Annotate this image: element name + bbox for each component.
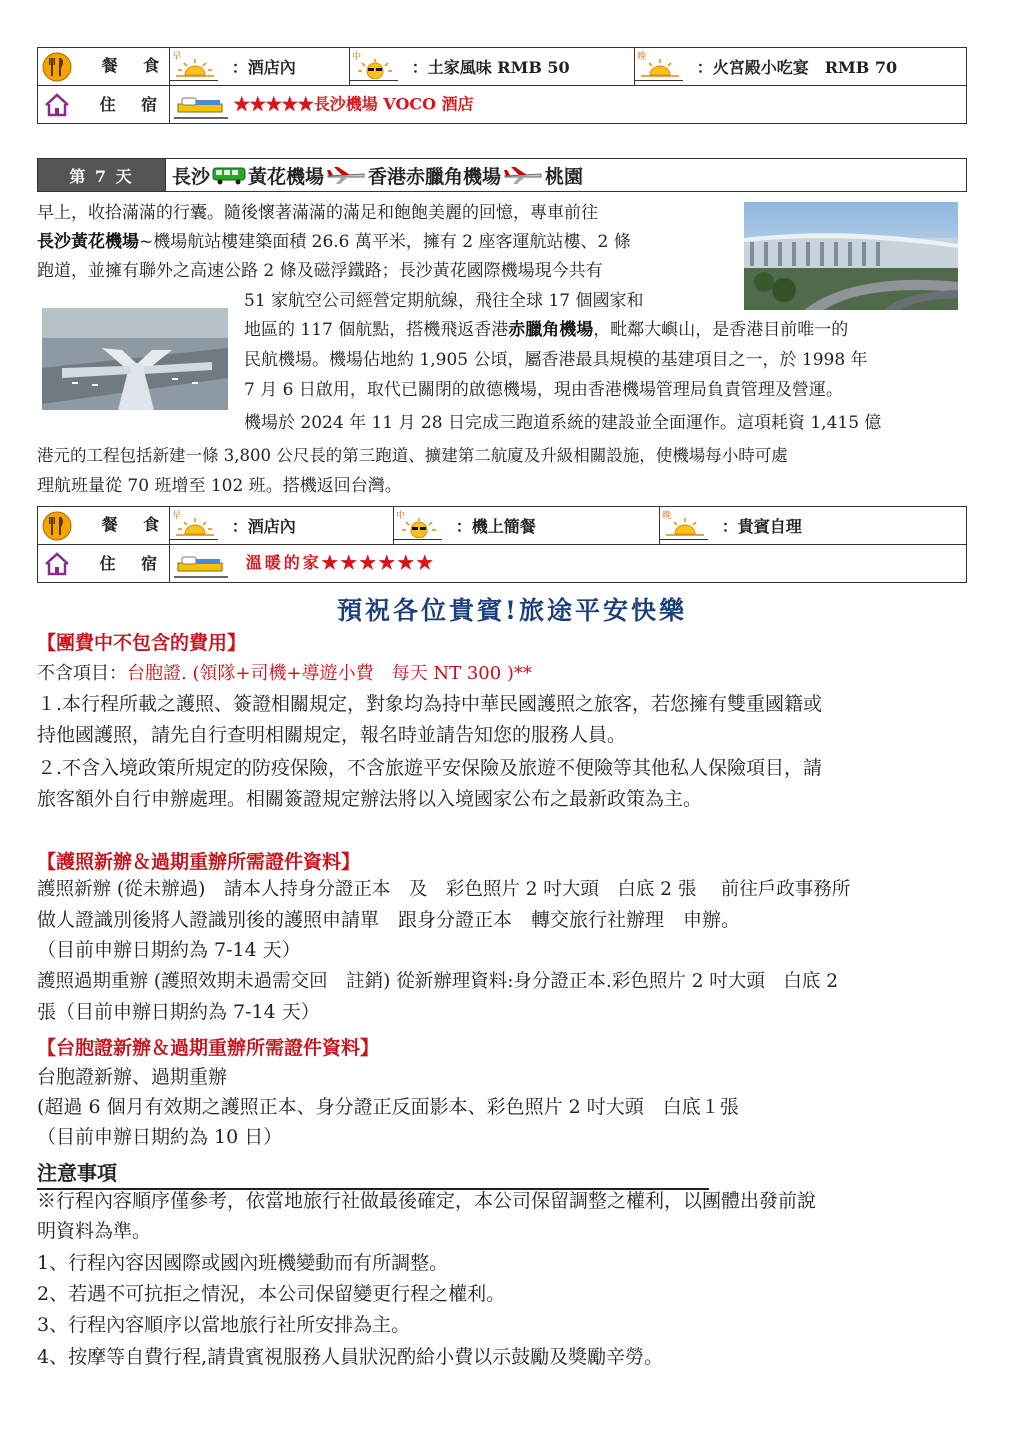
passport-line: 護照過期重辦 (護照效期未過需交回 註銷) 從新辦理資料:身分證正本.彩色照片 2 吋大頭 白底 2 <box>37 971 838 992</box>
passport-title: 【護照新辦＆過期重辦所需證件資料】 <box>37 851 361 873</box>
utensils-icon <box>42 511 72 541</box>
sun-sunglasses-icon <box>350 53 400 81</box>
day7-text-line <box>37 228 631 257</box>
permit-line: （目前申辦日期約為 10 日） <box>37 1126 283 1148</box>
permit-line: (超過 6 個月有效期之護照正本、身分證正反面影本、彩色照片 2 吋大頭 白底１張 <box>37 1096 739 1118</box>
dinner-cell <box>660 507 967 545</box>
lunch-cell <box>350 48 635 86</box>
route-stop: 長沙 <box>172 165 211 188</box>
day-route <box>166 159 583 191</box>
breakfast-tag: 早 <box>172 51 182 62</box>
airport-name: 赤臘角機場 <box>508 320 594 340</box>
sun-sunglasses-icon <box>394 512 444 540</box>
dinner-text: ：火宮殿小吃宴 RMB 70 <box>696 58 898 77</box>
permit-line: 台胞證新辦、過期重辦 <box>37 1066 228 1088</box>
day7-text-span: 地區的 117 個航點，搭機飛返香港 <box>244 320 509 340</box>
bus-icon <box>212 165 246 185</box>
exclusions-line: ２.不含入境政策所規定的防疫保險，不含旅遊平安保險及旅遊不便險等其他私人保險項目，請 <box>37 757 823 779</box>
sun-icon <box>170 512 220 540</box>
exclusions-line: 持他國護照，請先自行查明相關規定，報名時並請告知您的服務人員。 <box>37 724 627 746</box>
lunch-tag: 中 <box>396 510 406 521</box>
airplane-icon <box>503 165 543 185</box>
breakfast-cell <box>170 507 394 545</box>
stay-cell <box>170 545 967 583</box>
dinner-text: ：貴賓自理 <box>721 517 802 536</box>
stay-label: 住 宿 <box>99 94 168 114</box>
airport-name: 長沙黃花機場 <box>37 232 139 252</box>
meal-label-cell <box>38 48 170 86</box>
lunch-tag: 中 <box>352 51 362 62</box>
home-icon <box>44 93 70 117</box>
dinner-cell <box>635 48 967 86</box>
breakfast-cell <box>170 48 350 86</box>
lunch-text: ：機上簡餐 <box>455 517 536 536</box>
breakfast-text: ：酒店內 <box>231 58 296 77</box>
notice-line: ※行程內容順序僅參考，依當地旅行社做最後確定，本公司保留調整之權利，以團體出發前說 <box>37 1190 817 1212</box>
stay-label-cell <box>38 545 170 583</box>
passport-line: 護照新辦 (從未辦過) 請本人持身分證正本 及 彩色照片 2 吋大頭 白底 2 張 前往戶政事務所 <box>37 879 851 900</box>
exclusions-line: 旅客額外自行申辦處理。相關簽證規定辦法將以入境國家公布之最新政策為主。 <box>37 788 703 810</box>
notice-line: 4、按摩等自費行程,請貴賓視服務人員狀況酌給小費以示鼓勵及獎勵辛勞。 <box>37 1346 664 1368</box>
stay-cell <box>170 86 967 124</box>
lunch-cell <box>394 507 660 545</box>
dinner-tag: 晚 <box>662 510 672 521</box>
meal-label: 餐 食 <box>101 56 170 75</box>
exclusions-red-text: 台胞證. (領隊+司機+導遊小費 每天 NT 300 )** <box>127 663 532 684</box>
meal-label: 餐 食 <box>101 515 170 534</box>
breakfast-text: ：酒店內 <box>231 517 296 536</box>
sun-icon <box>170 53 220 81</box>
day7-text-line: 51 家航空公司經營定期航線，飛往全球 17 個國家和 <box>244 291 644 311</box>
notice-line: 2、若遇不可抗拒之情況，本公司保留變更行程之權利。 <box>37 1283 506 1305</box>
day7-text-line: 機場於 2024 年 11 月 28 日完成三跑道系統的建設並全面運作。這項耗資 1,415 億 <box>244 413 882 433</box>
day7-text-line: 7 月 6 日啟用，取代已關閉的啟德機場，現由香港機場管理局負責管理及營運。 <box>244 380 843 400</box>
notice-line: 1、行程內容因國際或國內班機變動而有所調整。 <box>37 1252 449 1274</box>
day7-text-line: 理航班量從 70 班增至 102 班。搭機返回台灣。 <box>37 476 402 496</box>
home-icon <box>44 552 70 576</box>
day7-text-span: ，毗鄰大嶼山，是香港目前唯一的 <box>593 320 849 340</box>
exclusions-line: １.本行程所載之護照、簽證相關規定，對象均為持中華民國護照之旅客，若您擁有雙重國籍或 <box>37 693 823 715</box>
day7-text-line: 民航機場。機場佔地約 1,905 公頃，屬香港最具規模的基建項目之一，於 1998 年 <box>244 350 868 370</box>
day7-text-line: 港元的工程包括新建一條 3,800 公尺長的第三跑道、擴建第二航廈及升級相關設施，使機場每小時可處 <box>37 446 788 465</box>
sunset-icon <box>660 512 710 540</box>
notice-line: 明資料為準。 <box>37 1220 152 1242</box>
exclusions-span: 不含項目： <box>37 663 127 684</box>
stay-label: 住 宿 <box>99 553 168 573</box>
meal-label-cell <box>38 507 170 545</box>
stay-text: 溫暖的家★★★★★★ <box>245 553 436 572</box>
route-stop: 桃園 <box>545 165 584 188</box>
route-stop: 香港赤臘角機場 <box>368 165 502 188</box>
meal-stay-table-1 <box>37 47 967 124</box>
bed-icon <box>174 549 228 579</box>
passport-line: 張（目前申辦日期約為 7-14 天） <box>37 1001 320 1023</box>
exclusions-title: 【團費中不包含的費用】 <box>37 632 247 654</box>
blessing-title: 預祝各位貴賓!旅途平安快樂 <box>337 596 687 625</box>
notice-line: 3、行程內容順序以當地旅行社所安排為主。 <box>37 1314 411 1336</box>
passport-line: （目前申辦日期約為 7-14 天） <box>37 939 301 961</box>
permit-title: 【台胞證新辦＆過期重辦所需證件資料】 <box>37 1037 380 1059</box>
stay-label-cell <box>38 86 170 124</box>
passport-line: 做人證識別後將人證識別後的護照申請單 跟身分證正本 轉交旅行社辦理 申辦。 <box>37 909 741 931</box>
day7-text-line: 跑道，並擁有聯外之高速公路 2 條及磁浮鐵路；長沙黃花國際機場現今共有 <box>37 261 603 281</box>
sunset-icon <box>635 53 685 81</box>
airport-terminal-photo <box>744 202 958 310</box>
day7-text-span: ~機場航站樓建築面積 26.6 萬平米，擁有 2 座客運航站樓、2 條 <box>139 232 631 252</box>
dinner-tag: 晚 <box>637 51 647 62</box>
airplane-icon <box>326 165 366 185</box>
hong-kong-airport-photo <box>42 308 228 410</box>
lunch-text: ：土家風味 RMB 50 <box>411 58 570 77</box>
route-stop: 黃花機場 <box>248 165 325 188</box>
stay-text: ★★★★★長沙機場 VOCO 酒店 <box>233 94 474 113</box>
exclusions-line <box>37 658 532 689</box>
notice-title: 注意事項 <box>37 1157 709 1190</box>
bed-icon <box>174 90 228 120</box>
meal-stay-table-2 <box>37 506 967 583</box>
day7-text-line: 早上，收拾滿滿的行囊。隨後懷著滿滿的滿足和飽飽美麗的回憶，專車前往 <box>37 203 598 223</box>
breakfast-tag: 早 <box>172 510 182 521</box>
utensils-icon <box>42 52 72 82</box>
day-label: 第 7 天 <box>38 159 166 191</box>
day7-text-line <box>244 316 848 345</box>
day-header <box>37 158 967 192</box>
